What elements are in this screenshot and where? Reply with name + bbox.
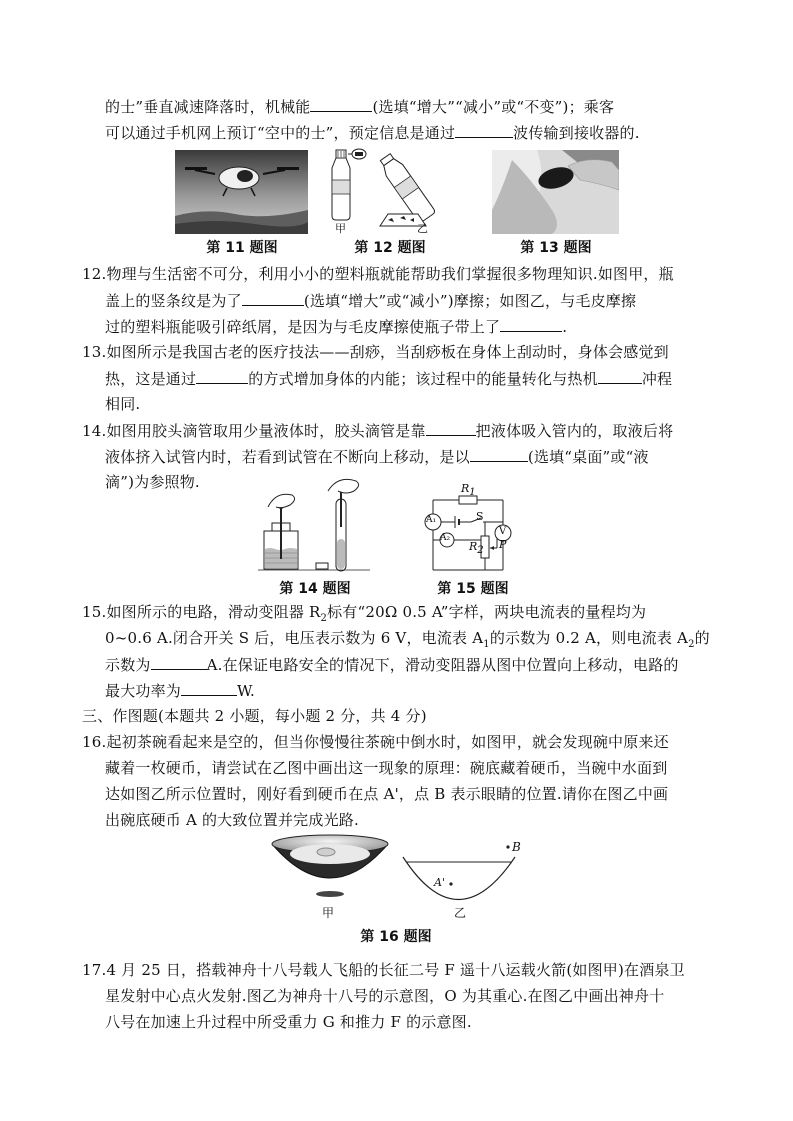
figure-16-caption: 第 16 题图 — [360, 929, 432, 945]
figure-12-label-yi: 乙 — [417, 222, 428, 235]
answer-blank[interactable] — [455, 122, 513, 138]
q15-line-3: 示数为 A.在保证电路安全的情况下，滑动变阻器从图中位置向上移动，电路的 — [105, 656, 679, 674]
figure-12-caption: 第 12 题图 — [354, 240, 426, 256]
q16-line-4: 出碗底硬币 A 的大致位置并完成光路. — [105, 811, 359, 829]
figure-15-caption: 第 15 题图 — [437, 581, 509, 597]
figure-12-drawing — [322, 146, 462, 236]
answer-blank[interactable] — [500, 316, 562, 332]
answer-blank[interactable] — [151, 654, 207, 670]
ammeter-a2: A₂ — [440, 533, 451, 543]
q14-line-1: 14.如图用胶头滴管取用少量液体时，胶头滴管是靠 把液体吸入管内的，取液后将 — [82, 422, 674, 440]
figure-16-label-yi: 乙 — [454, 906, 467, 920]
figure-11-caption: 第 11 题图 — [206, 240, 278, 256]
label-slider-p: P — [499, 538, 507, 551]
q16-line-3: 达如图乙所示位置时，刚好看到硬币在点 A'，点 B 表示眼睛的位置.请你在图乙中画 — [105, 785, 669, 803]
q13-line-1: 13.如图所示是我国古老的医疗技法——刮痧，当刮痧板在身体上刮动时，身体会感觉到 — [82, 343, 669, 361]
ammeter-a1: A₁ — [426, 515, 437, 525]
figure-13-photo — [492, 150, 619, 234]
answer-blank[interactable] — [598, 368, 642, 384]
section-3-heading: 三、作图题(本题共 2 小题，每小题 2 分，共 4 分) — [82, 707, 427, 725]
figure-14-caption: 第 14 题图 — [279, 581, 351, 597]
q15-line-2: 0~0.6 A.闭合开关 S 后，电压表示数为 6 V，电流表 $A_1$的示数为 0.2 A，则电流表 $A_2$的 — [105, 629, 710, 650]
label-r2: $R_2$ — [469, 540, 484, 557]
label-switch: S — [476, 510, 484, 523]
q16-line-1: 16.起初茶碗看起来是空的，但当你慢慢往茶碗中倒水时，如图甲，就会发现碗中原来还 — [82, 733, 669, 751]
q11-line-1: 的士”垂直减速降落时，机械能 (选填“增大”“减小”或“不变”)；乘客 — [105, 98, 615, 116]
answer-blank[interactable] — [426, 420, 476, 436]
point-a-prime-label: A' — [434, 876, 445, 889]
figure-16-label-jia: 甲 — [322, 906, 335, 920]
answer-blank[interactable] — [470, 446, 528, 462]
q16-line-2: 藏着一枚硬币，请尝试在乙图中画出这一现象的原理：碗底藏着硬币，当碗中水面到 — [105, 759, 668, 777]
label-r1: $R_1$ — [461, 482, 476, 499]
answer-blank[interactable] — [310, 96, 372, 112]
figure-14-drawing — [258, 477, 370, 577]
q13-line-3: 相同. — [105, 395, 141, 413]
answer-blank[interactable] — [181, 680, 237, 696]
figure-12-label-jia: 甲 — [335, 222, 346, 235]
figure-16-drawing — [268, 832, 528, 924]
q13-line-2: 热，这是通过 的方式增加身体的内能；该过程中的能量转化与热机 冲程 — [105, 370, 673, 388]
q15-line-1: 15.如图所示的电路，滑动变阻器 $R_2$标有“20Ω 0.5 A”字样，两块电流表的量程均为 — [82, 603, 647, 624]
q15-line-4: 最大功率为 W. — [105, 682, 255, 700]
q17-line-3: 八号在加速上升过程中所受重力 G 和推力 F 的示意图. — [105, 1013, 472, 1031]
q11-line-2: 可以通过手机网上预订“空中的士”，预定信息是通过 波传输到接收器的. — [105, 124, 640, 142]
q17-line-1: 17.4 月 25 日，搭载神舟十八号载人飞船的长征二号 F 遥十八运载火箭(如图甲)在酒泉卫 — [82, 961, 685, 979]
q17-line-2: 星发射中心点火发射.图乙为神舟十八号的示意图，O 为其重心.在图乙中画出神舟十 — [105, 987, 665, 1005]
answer-blank[interactable] — [242, 290, 304, 306]
figure-13-caption: 第 13 题图 — [520, 240, 592, 256]
q12-line-1: 12.物理与生活密不可分，利用小小的塑料瓶就能帮助我们掌握很多物理知识.如图甲，瓶 — [82, 265, 674, 283]
q14-line-3: 滴”)为参照物. — [105, 473, 200, 491]
point-b-label: B — [512, 840, 521, 854]
figure-15-circuit — [415, 482, 525, 574]
voltmeter-v: V — [499, 526, 507, 537]
q12-line-2: 盖上的竖条纹是为了 (选填“增大”或“减小”)摩擦；如图乙，与毛皮摩擦 — [105, 292, 637, 310]
answer-blank[interactable] — [196, 368, 248, 384]
q14-line-2: 液体挤入试管内时，若看到试管在不断向上移动，是以 (选填“桌面”或“液 — [105, 448, 649, 466]
q12-line-3: 过的塑料瓶能吸引碎纸屑，是因为与毛皮摩擦使瓶子带上了 . — [105, 318, 568, 336]
figure-11-photo — [175, 150, 308, 234]
